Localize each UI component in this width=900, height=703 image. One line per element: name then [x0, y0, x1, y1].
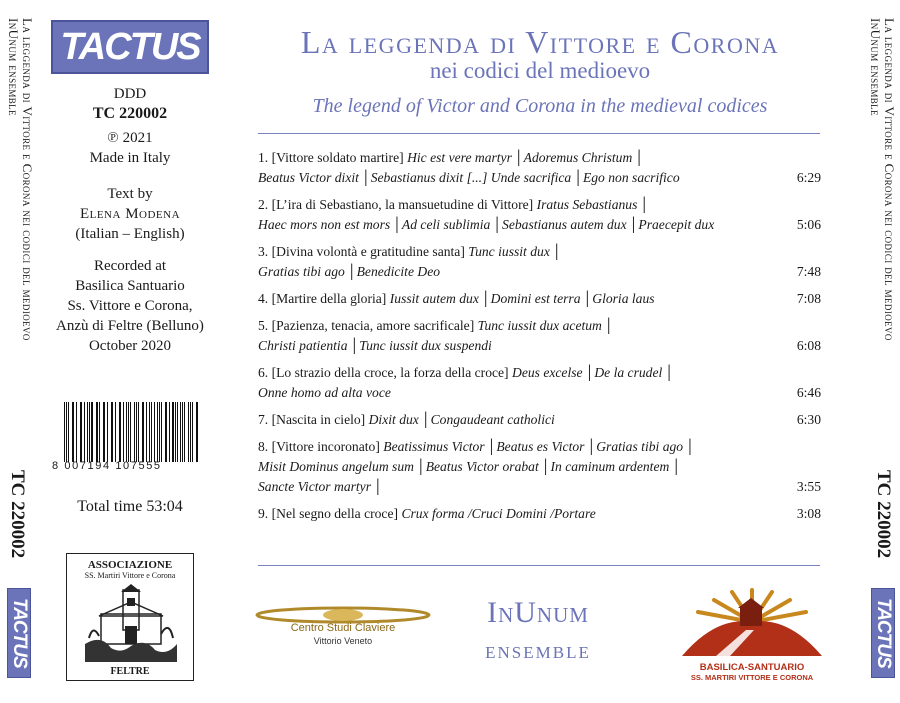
text-by-name: Elena Modena: [79, 206, 181, 222]
csc-city: Vittorio Veneto: [313, 636, 373, 646]
track-line: [258, 437, 823, 457]
basilica-emblem-icon: [676, 586, 828, 660]
track-item: [258, 242, 823, 282]
barcode-bars: [64, 402, 200, 462]
spine-title: La leggenda di Vittore e Corona nei codici del medioevo InUnum ensemble: [6, 18, 35, 341]
track-item: [258, 363, 823, 403]
basilica-name: BASILICA-SANTUARIO: [699, 662, 805, 673]
track-title: 4. [Martire della gloria]: [258, 291, 387, 306]
association-logo: [66, 553, 194, 681]
made-in: Made in Italy: [89, 150, 171, 166]
tactus-logo: TACTUS: [51, 20, 209, 74]
track-incipits: Beatus Victor dixit │Sebastianus dixit [...] Unde sacrifica │Ego non sacrifico: [258, 170, 680, 185]
track-line: [258, 477, 823, 497]
track-incipits: Tunc iussit dux acetum │: [477, 318, 614, 333]
track-duration: 3:55: [796, 479, 821, 494]
church-drawing-icon: [81, 584, 181, 662]
track-line: [258, 363, 823, 383]
track-incipits: Crux forma /Cruci Domini /Portare: [401, 506, 596, 521]
track-duration: 6:08: [796, 338, 821, 353]
total-time: Total time 53:04: [77, 498, 183, 515]
track-duration: 3:08: [796, 506, 821, 521]
association-town: FELTRE: [110, 666, 150, 677]
basilica-dedication: SS. MARTIRI VITTORE E CORONA: [690, 673, 814, 682]
track-incipits: Haec mors non est mors │Ad celi sublimia │Sebastianus autem dux │Praecepit dux: [258, 217, 715, 232]
track-incipits: Tunc iussit dux │: [468, 244, 562, 259]
track-line: [258, 289, 823, 309]
track-title: 7. [Nascita in cielo]: [258, 412, 366, 427]
info-column: [45, 20, 215, 356]
track-item: [258, 410, 823, 430]
track-line: [258, 383, 823, 403]
venue-line-2: Ss. Vittore e Corona,: [67, 298, 193, 314]
spine-label-logo: TACTUS: [7, 588, 31, 678]
track-incipits: Iussit autem dux │Domini est terra │Gloria laus: [389, 291, 655, 306]
text-by-label: Text by: [107, 186, 153, 202]
track-item: [258, 195, 823, 235]
association-subtitle: SS. Martiri Vittore e Corona: [84, 571, 176, 580]
track-line: [258, 148, 823, 168]
track-incipits: Deus excelse │De la crudel │: [512, 365, 675, 380]
track-line: [258, 410, 823, 430]
track-title: 5. [Pazienza, tenacia, amore sacrificale]: [258, 318, 475, 333]
spine-catalog-code: TC 220002: [7, 470, 28, 559]
track-incipits: Christi patientia │Tunc iussit dux suspendi: [258, 338, 492, 353]
track-title: 8. [Vittore incoronato]: [258, 439, 380, 454]
track-duration: 7:48: [796, 264, 821, 279]
recording-date: October 2020: [88, 338, 172, 354]
ensemble-sub: ensemble: [485, 638, 591, 664]
track-incipits: Beatissimus Victor │Beatus es Victor │Gratias tibi ago │: [383, 439, 695, 454]
track-duration: 6:30: [796, 412, 821, 427]
album-english-title: The legend of Victor and Corona in the medieval codices: [312, 95, 768, 117]
track-line: [258, 336, 823, 356]
album-title: La leggenda di Vittore e Corona: [300, 24, 780, 60]
barcode-number: 8 007194 107555: [52, 460, 162, 472]
track-item: [258, 289, 823, 309]
spine-label-logo: TACTUS: [871, 588, 895, 678]
track-incipits: Iratus Sebastianus │: [536, 197, 650, 212]
track-duration: 7:08: [796, 291, 821, 306]
phonogram-year: ℗ 2021: [107, 130, 153, 146]
track-line: [258, 242, 823, 262]
track-item: [258, 437, 823, 497]
track-list: [258, 148, 823, 531]
track-line: [258, 262, 823, 282]
track-line: [258, 316, 823, 336]
venue-line-3: Anzù di Feltre (Belluno): [56, 318, 204, 334]
csc-name: Centro Studi Claviere: [290, 622, 396, 634]
track-duration: 6:46: [796, 385, 821, 400]
track-title: 6. [Lo strazio della croce, la forza della croce]: [258, 365, 509, 380]
track-item: [258, 504, 823, 524]
track-line: [258, 195, 823, 215]
track-incipits: Dixit dux │Congaudeant catholici: [368, 412, 555, 427]
basilica-logo: [676, 586, 828, 686]
track-incipits: Misit Dominus angelum sum │Beatus Victor orabat │In caminum ardentem │: [258, 459, 682, 474]
venue-line-1: Basilica Santuario: [75, 278, 185, 294]
album-subtitle: nei codici del medioevo: [429, 58, 651, 83]
association-title: ASSOCIAZIONE: [87, 559, 173, 571]
track-incipits: Hic est vere martyr │Adoremus Christum │: [407, 150, 645, 165]
languages: (Italian – English): [75, 226, 185, 242]
barcode: [52, 402, 202, 474]
track-incipits: Onne homo ad alta voce: [258, 385, 391, 400]
spine-catalog-code: TC 220002: [873, 470, 894, 559]
catalog-number: TC 220002: [92, 105, 168, 122]
track-title: 3. [Divina volontà e gratitudine santa]: [258, 244, 465, 259]
ensemble-name: InUnum: [487, 596, 589, 629]
track-item: [258, 148, 823, 188]
track-duration: 5:06: [796, 217, 821, 232]
recorded-label: Recorded at: [93, 258, 167, 274]
track-duration: 6:29: [796, 170, 821, 185]
format: DDD: [113, 86, 147, 102]
top-divider: [258, 133, 820, 134]
right-spine: [864, 0, 900, 703]
track-title: 9. [Nel segno della croce]: [258, 506, 399, 521]
spine-title: La leggenda di Vittore e Corona nei codici del medioevo InUnum ensemble: [868, 18, 897, 341]
track-item: [258, 316, 823, 356]
track-title: 2. [L’ira di Sebastiano, la mansuetudine di Vittore]: [258, 197, 534, 212]
left-spine: [0, 0, 36, 703]
bottom-divider: [258, 565, 820, 566]
track-line: [258, 457, 823, 477]
track-line: [258, 168, 823, 188]
track-incipits: Sancte Victor martyr │: [258, 479, 383, 494]
centro-studi-claviere-logo: [254, 606, 432, 652]
track-incipits: Gratias tibi ago │Benedicite Deo: [258, 264, 441, 279]
track-line: [258, 215, 823, 235]
track-title: 1. [Vittore soldato martire]: [258, 150, 404, 165]
track-line: [258, 504, 823, 524]
